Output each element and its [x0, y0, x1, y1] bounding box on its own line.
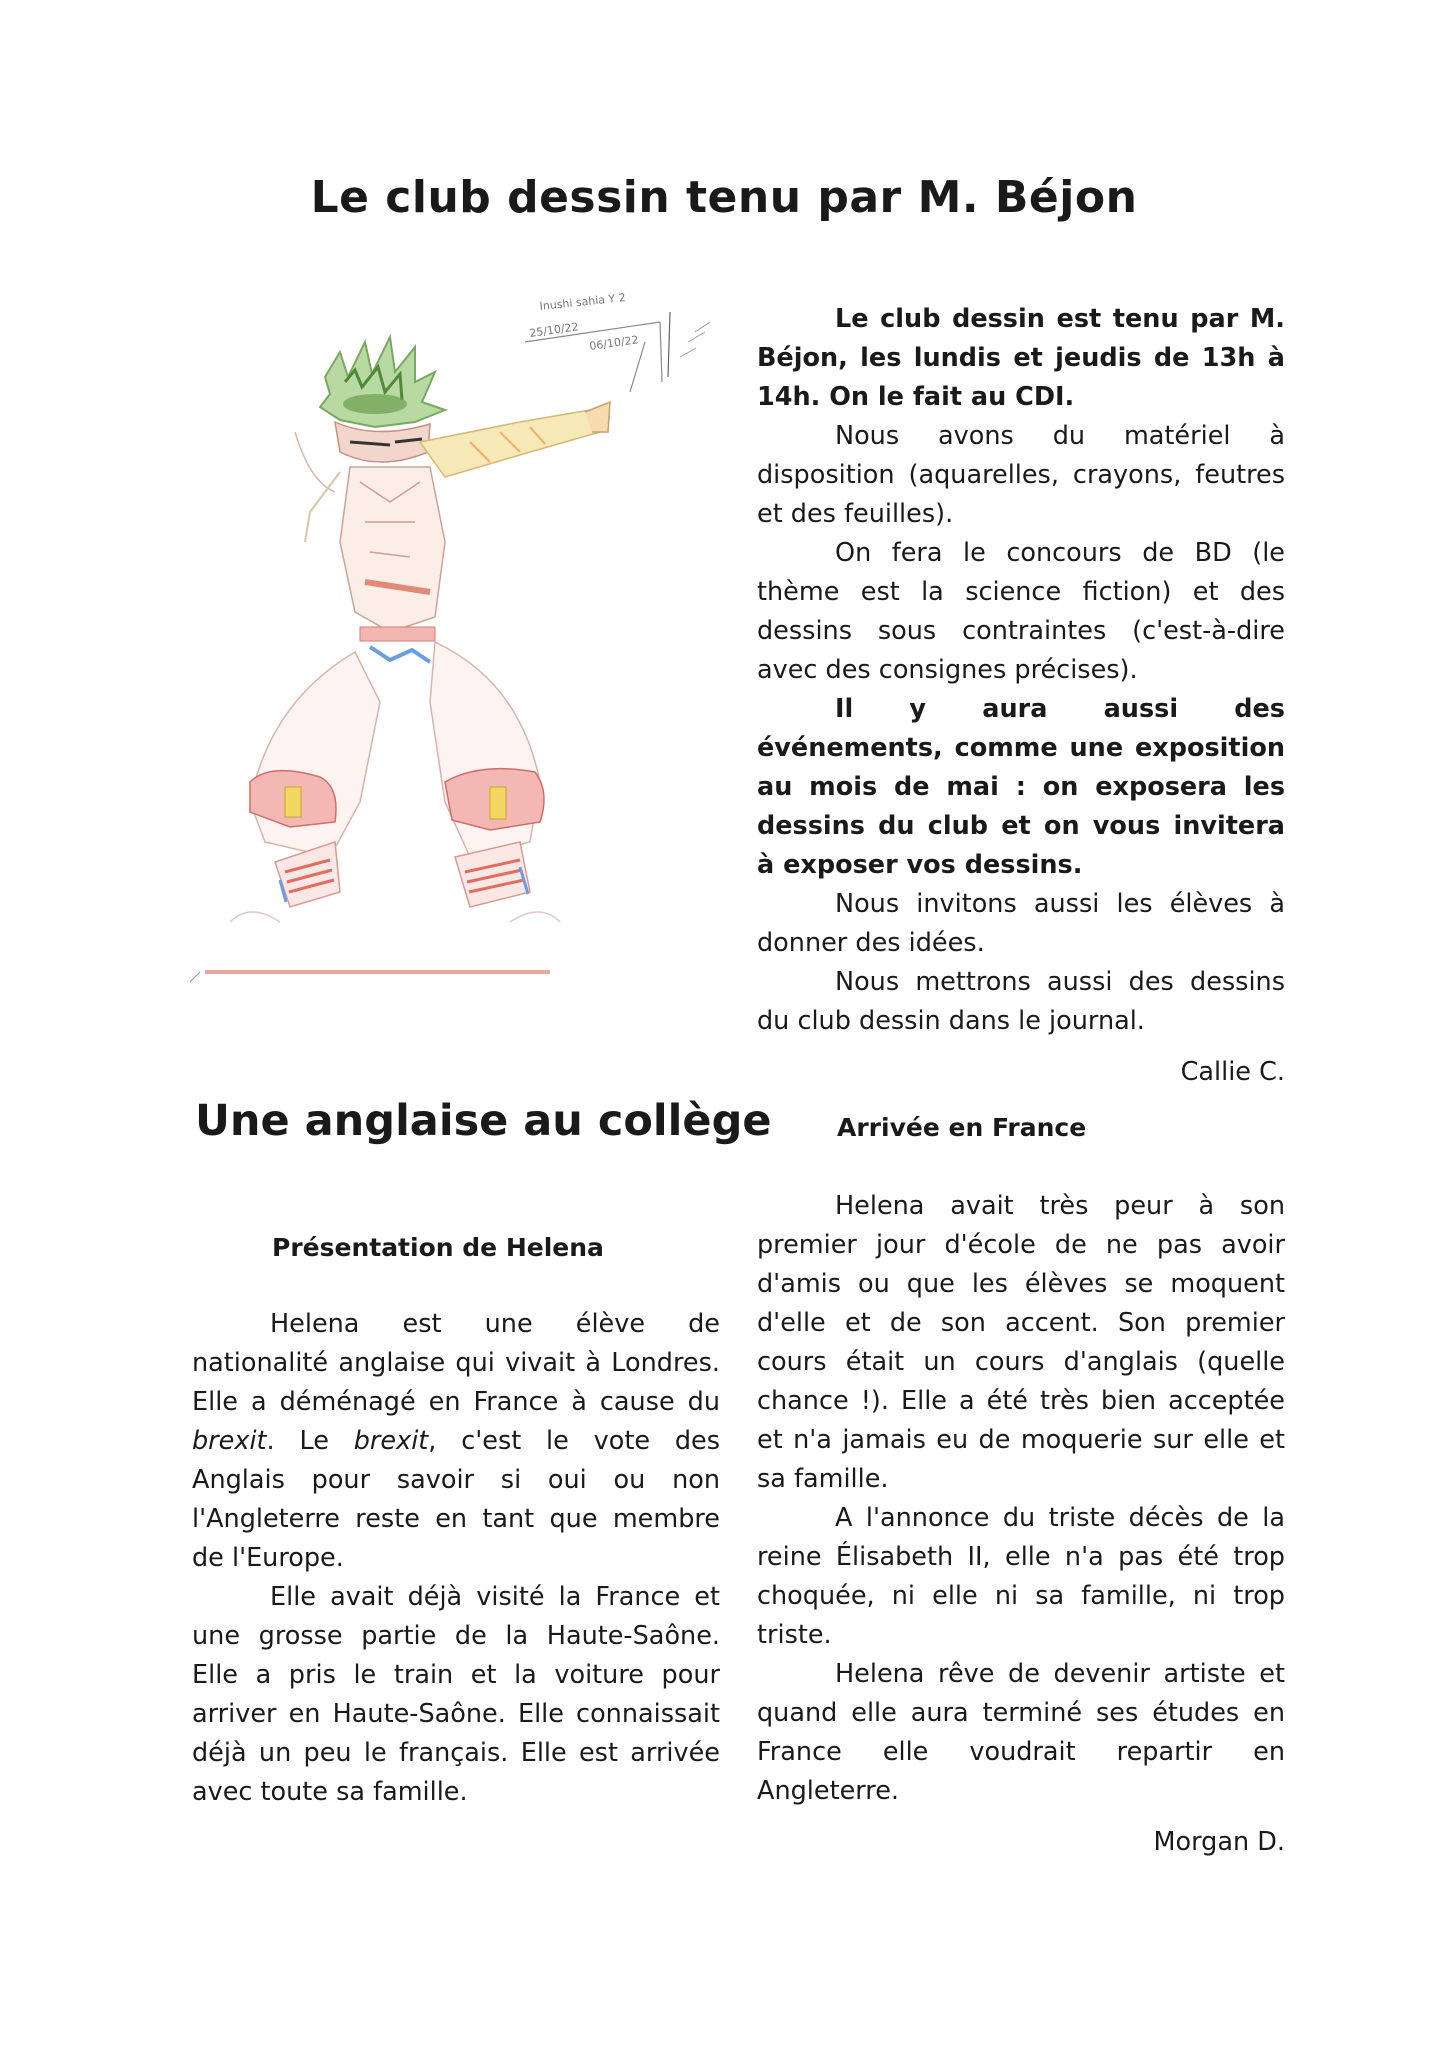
club-paragraph-3: On fera le concours de BD (le thème est la science fiction) et des dessins sous contraintes (c'est-à-dire avec des consignes précises). — [757, 538, 1285, 685]
arrivee-section-body — [757, 1187, 1285, 1862]
club-drawing-illustration — [190, 282, 730, 1012]
article-title-anglaise: Une anglaise au collège — [195, 1096, 772, 1146]
presentation-text-e: , c'est le vote des Anglais pour savoir si oui ou non l'Angleterre reste en tant que membre de l'Europe. — [192, 1426, 721, 1573]
section-heading-presentation: Présentation de Helena — [272, 1233, 604, 1262]
club-paragraph-2: Nous avons du matériel à disposition (aquarelles, crayons, feutres et des feuilles). — [757, 421, 1285, 529]
arrivee-paragraph-2: A l'annonce du triste décès de la reine Élisabeth II, elle n'a pas été trop choquée, ni elle ni sa famille, ni trop triste. — [757, 1503, 1285, 1650]
presentation-text-c: . Le — [266, 1426, 354, 1456]
brexit-term: brexit — [192, 1426, 267, 1456]
section-heading-arrivee: Arrivée en France — [837, 1113, 1087, 1142]
club-article-signature: Callie C. — [1180, 1057, 1285, 1087]
article-title-club-dessin: Le club dessin tenu par M. Béjon — [310, 172, 1138, 223]
brexit-term: brexit — [353, 1426, 429, 1456]
club-paragraph-5: Nous invitons aussi les élèves à donner des idées. — [757, 889, 1285, 958]
anglaise-article-signature: Morgan D. — [1153, 1827, 1285, 1857]
arrivee-paragraph-1: Helena avait très peur à son premier jour d'école de ne pas avoir d'amis ou que les élèves se moquent d'elle et de son accent. Son premier cours était un cours d'anglais (quelle chance !). Elle a été très bien acceptée et n'a jamais eu de moquerie sur elle et sa famille. — [757, 1191, 1285, 1494]
drawing-annotation-1: Inushi sahia Y 2 — [538, 291, 627, 313]
arrivee-paragraph-3: Helena rêve de devenir artiste et quand elle aura terminé ses études en France elle voudrait repartir en Angleterre. — [757, 1659, 1285, 1806]
presentation-section-body — [192, 1305, 720, 1812]
drawing-annotation-3: 06/10/22 — [588, 333, 640, 353]
presentation-paragraph-2: Elle avait déjà visité la France et une grosse partie de la Haute-Saône. Elle a pris le train et la voiture pour arriver en Haute-Saône. Elle connaissait déjà un peu le français. Elle est arrivée avec toute sa famille. — [192, 1582, 720, 1807]
club-dessin-article-body — [757, 300, 1285, 1092]
drawing-annotation-2: 25/10/22 — [528, 320, 580, 340]
presentation-text-a: Helena est une élève de nationalité anglaise qui vivait à Londres. Elle a déménagé en France à cause du — [192, 1309, 720, 1417]
presentation-paragraph-1 — [192, 1305, 720, 1578]
club-paragraph-4: Il y aura aussi des événements, comme une exposition au mois de mai : on exposera les dessins du club et on vous invitera à exposer vos dessins. — [757, 694, 1285, 880]
club-paragraph-1: Le club dessin est tenu par M. Béjon, les lundis et jeudis de 13h à 14h. On le fait au CDI. — [757, 304, 1285, 412]
club-paragraph-6: Nous mettrons aussi des dessins du club dessin dans le journal. — [757, 967, 1285, 1036]
